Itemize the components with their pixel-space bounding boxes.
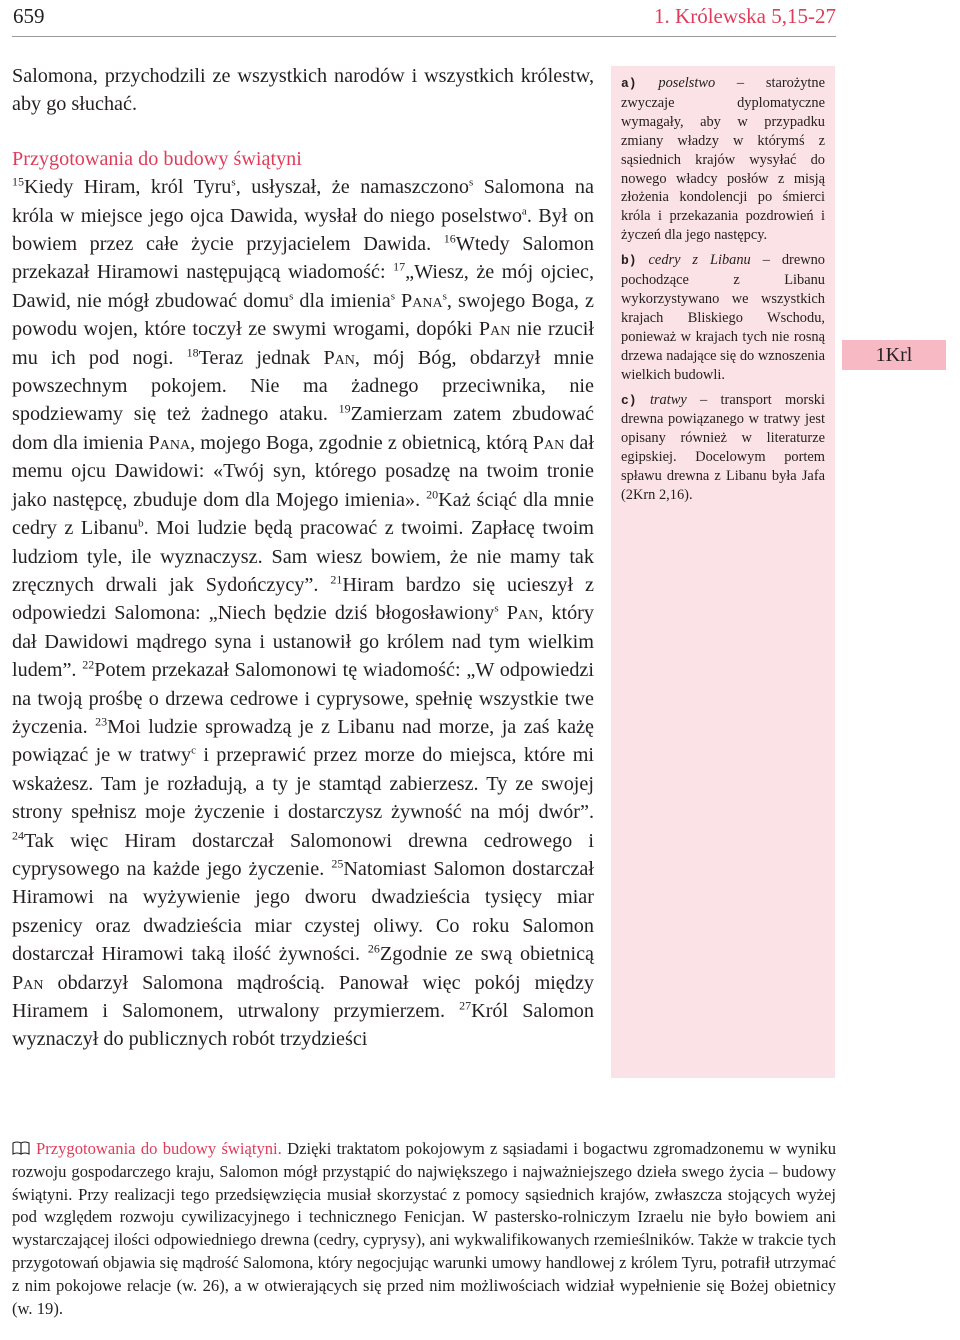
verse-text: Salomona na króla w miejsce jego ojca Dawida, wysłał do niego poselstwo (12, 176, 594, 227)
verse-text: dał memu ojcu Dawidowi: «Twój syn, którego posadzę na twoim tronie jako następcę, zbuduje dom dla Mojego imienia». (12, 431, 594, 511)
verse-number: 27 (459, 998, 472, 1013)
verse-text: nie rzucił mu ich pod nogi. (12, 318, 594, 369)
footnote-marker: s (442, 290, 447, 303)
margin-notes-panel (611, 66, 835, 1078)
verse-text: , mój Bóg, obdarzył mnie powszechnym pokojem. Nie ma żadnego przeciwnika, nie spodziewamy się też żadnego ataku. (12, 346, 594, 426)
verse-text: „Wiesz, że mój ojciec, Dawid, nie mógł zbudować domu (12, 261, 595, 312)
footnote-marker: s (468, 176, 474, 189)
verse-text: Potem przekazał Salomonowi tę wiadomość: „W odpowiedzi na twoją prośbę o drzewa cedrowe i cyprysowe, spełnię wszystkie twe życzenia. (12, 659, 594, 738)
intro-paragraph: Salomona, przychodzili ze wszystkich narodów i wszystkich królestw, aby go słuchać. (12, 65, 594, 116)
verse-text: Kiedy Hiram, król Tyru (24, 176, 232, 199)
page-number: 659 (13, 4, 45, 28)
footnote-marker-a: a (521, 204, 527, 217)
footnote-marker-c: c (191, 744, 196, 757)
divine-name: Pan (506, 602, 539, 625)
book-icon (12, 1141, 30, 1155)
scripture-paragraph (12, 173, 594, 1054)
verse-number: 25 (331, 856, 344, 871)
divine-name: Pana (148, 431, 191, 454)
verse-text: obdarzył Salomona mądrością. Panował więc pokój między Hiramem i Salomonem, utrwalony przymierzem. (12, 971, 594, 1022)
divine-name: Pana (401, 289, 443, 312)
verse-number: 18 (186, 344, 199, 359)
verse-text: Hiram bardzo się ucieszył z odpowiedzi Salomona: „Niech będzie dziś błogosławiony (12, 573, 594, 625)
note-term: poselstwo (658, 75, 716, 91)
verse-text: , który dał Dawidowi mądrego syna i ustanowił go królem nad tym wielkim ludem”. (12, 602, 594, 682)
verse-number: 19 (338, 401, 351, 416)
note-label: c) (621, 392, 637, 408)
note-label: a) (621, 76, 637, 91)
verse-number: 17 (393, 259, 406, 274)
verse-number: 21 (330, 572, 343, 587)
divine-name: Pan (323, 346, 355, 369)
commentary-title: Przygotowania do budowy świątyni. (36, 1139, 282, 1158)
note-term: tratwy (649, 391, 687, 408)
book-thumb-tab: 1Krl (842, 340, 946, 370)
verse-number: 22 (82, 657, 95, 672)
verse-text: Teraz jednak (198, 346, 324, 369)
verse-number: 24 (12, 827, 24, 842)
divine-name: Pan (478, 318, 511, 341)
verse-text: Natomiast Salomon dostarczał Hiramowi na wyżywienie jego dworu dwadzieścia tysięcy miar pszenicy oraz dwadzieścia miar czystej oliwy. Co roku Salomon dostarczał Hiramowi taką ilość żywności. (12, 857, 594, 966)
margin-note (621, 74, 825, 245)
footnote-marker: s (231, 176, 236, 189)
verse-text: Wtedy Salomon przekazał Hiramowi następującą wiadomość: (12, 233, 595, 284)
verse-text: Każ ściąć dla mnie cedry z Libanu (12, 488, 594, 540)
note-text: – transport morski drewna powiązanego w tratwy jest opisany również w literaturze egipskiej. Docelowym portem spławu drewna z Libanu była Jafa (2Krn 2,16). (621, 391, 825, 504)
verse-number: 20 (426, 486, 439, 501)
verse-text: Tak więc Hiram dostarczał Salomonowi drewna cedrowego i cyprysowego na każde jego życzenie. (12, 829, 594, 880)
verse-text: Zgodnie ze swą obietnicą (379, 943, 594, 966)
verse-number: 16 (443, 231, 456, 246)
margin-note (621, 251, 825, 384)
note-text: – starożytne zwyczaje dyplomatyczne wymagały, aby w przypadku zmiany władzy w którymś z sąsiednich krajów wysyłać do nowego władcy posłów z misją złożenia kondolencji po śmierci króla i przekazania pozdrowień i życzeń dla jego następcy. (621, 75, 825, 244)
verse-text (499, 602, 507, 624)
verse-text: Zamierzam zatem zbudować dom dla imienia (12, 403, 594, 454)
verse-number: 23 (95, 714, 108, 729)
verse-text: dla imienia (293, 289, 391, 312)
main-text-column (12, 62, 594, 1054)
note-text: – drewno pochodzące z Libanu wykorzystywano we wszystkich krajach Bliskiego Wschodu, ponieważ w krajach tych nie rosną drzewa nadające się do wznoszenia wielkich budowli. (621, 252, 825, 383)
commentary-section (12, 1138, 836, 1320)
verse-text: , swojego Boga, z powodu wojen, które toczył ze swymi wrogami, dopóki (12, 289, 594, 341)
margin-note (621, 391, 825, 505)
verse-number: 15 (12, 174, 24, 189)
divine-name: Pan (12, 971, 44, 994)
section-title: Przygotowania do budowy świątyni (12, 147, 302, 170)
footnote-marker-b: b (138, 517, 144, 530)
verse-text: Król Salomon wyznaczył do publicznych robót trzydzieści (12, 1000, 594, 1051)
header-divider (12, 36, 836, 37)
footnote-marker: s (289, 290, 294, 303)
commentary-text: Dzięki traktatom pokojowym z sąsiadami i bogactwu zgromadzonemu w wyniku rozwoju gospodarczego kraju, Salomon mógł przystąpić do największego i najważniejszego dzieła swego życia – budowy świątyni. Przy realizacji tego przedsięwzięcia musiał skorzystać z pomocy sąsiednich krajów, zwłaszcza stojących wyżej pod względem rozwoju cywilizacyjnego i technicznego Fenicjan. W pastersko-rolniczym Izraelu nie było bowiem ani wystarczającej ilości odpowiedniego drewna (cedry, cyprysy), ani wykwalifikowanych rzemieślników. Także w trakcie tych przygotowań objawia się mądrość Salomona, który negocjując warunki umowy handlowej z królem Tyru, potrafił utrzymać z nim pokojowe relacje (w. 26), a w otwierających się przed nim możliwościach widział wypełnienie się Bożej obietnicy (w. 19). (12, 1139, 836, 1318)
verse-text: , mojego Boga, zgodnie z obietnicą, którą (190, 431, 533, 454)
note-term: cedry z Libanu (648, 252, 751, 269)
verse-text: i przeprawić przez morze do miejsca, które mi wskażesz. Tam je rozładują, a ty je stamtąd zabierzesz. Ty ze swojej strony spełnisz moje życzenie i dostarczysz żywność na mój dwór”. (12, 744, 595, 824)
verse-number: 26 (367, 941, 380, 956)
verse-text: Moi ludzie sprowadzą je z Libanu nad morze, ja zaś każę powiązać je w tratwy (12, 715, 594, 767)
footnote-marker: s (390, 290, 395, 303)
verse-text: . Moi ludzie będą pracować z twoimi. Zapłacę twoim ludziom tyle, ile wyznaczysz. Sam wiesz bowiem, że nie mamy tak zręcznych drwali jak Sydończycy”. (12, 517, 594, 596)
note-label: b) (621, 253, 637, 269)
footnote-marker: s (494, 602, 499, 615)
verse-text: . Był on bowiem przez całe życie przyjacielem Dawida. (12, 204, 594, 256)
divine-name: Pan (532, 431, 565, 454)
verse-text: , usłyszał, że namaszczono (235, 176, 469, 199)
running-header-reference: 1. Królewska 5,15-27 (654, 4, 836, 28)
